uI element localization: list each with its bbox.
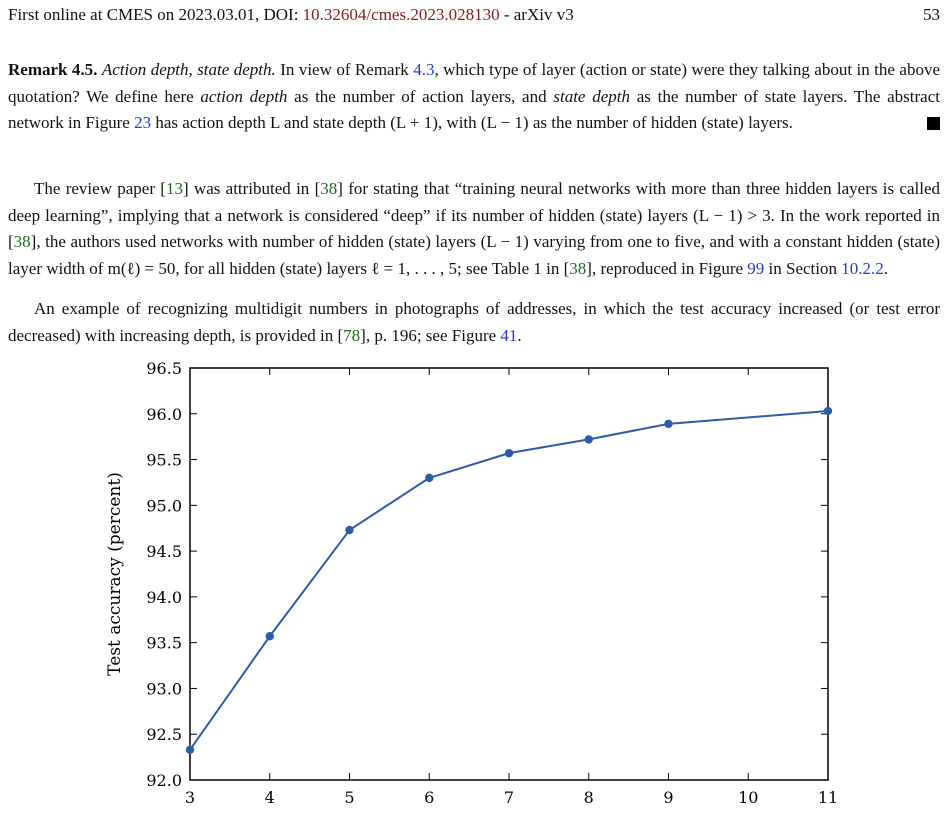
x-tick-label: 6 (424, 788, 435, 807)
citation-link[interactable]: 38 (320, 179, 338, 198)
figure-ref-link[interactable]: 23 (134, 113, 152, 132)
body-text: in Section (764, 258, 842, 278)
figure-ref-link[interactable]: 99 (747, 258, 765, 278)
header-prefix: First online at CMES on 2023.03.01, DOI: (8, 5, 303, 24)
body-text: ], reproduced in Figure (586, 258, 748, 278)
remark-ref-link[interactable]: 4.3 (413, 60, 435, 79)
y-tick-label: 94.0 (146, 587, 182, 607)
remark-text: In view of Remark (275, 60, 414, 79)
y-tick-label: 96.5 (146, 359, 182, 378)
body-paragraph (8, 296, 940, 349)
remark-emphasis: action depth (200, 86, 288, 106)
header-suffix: - arXiv v3 (499, 5, 574, 24)
accuracy-series-line (190, 411, 828, 750)
data-point (425, 474, 433, 482)
x-tick-label: 8 (583, 788, 594, 807)
body-text: . (883, 258, 888, 278)
y-tick-label: 93.0 (146, 679, 182, 699)
body-text: . (517, 325, 522, 345)
accuracy-chart-svg (60, 358, 940, 815)
remark-text: has action depth L and state depth (L + 1), with (L − 1) as the number of hidden (state) layers. (151, 113, 793, 132)
y-tick-label: 95.0 (146, 496, 182, 516)
section-ref-link[interactable]: 10.2.2 (841, 258, 884, 278)
end-of-remark-mark (927, 117, 940, 130)
data-point (266, 632, 274, 640)
doi-link[interactable]: 10.32604/cmes.2023.028130 (302, 5, 500, 24)
data-point (186, 746, 194, 754)
body-text: The review paper [ (34, 179, 166, 198)
body-text: ] for stating that “training neural networks with more than three hidden layers is called deep learning”, implying that a network is considered “deep” if its number of hidden (state) layers (L − 1) > 3. In the work reported in [ (8, 179, 940, 251)
citation-link[interactable]: 38 (569, 258, 587, 278)
data-point (664, 420, 672, 428)
page-number: 53 (923, 5, 940, 24)
plot-frame (190, 368, 828, 780)
remark-label: Remark 4.5. (8, 60, 98, 79)
remark-text: as the number of state layers. The abstract network in Figure (8, 86, 940, 132)
y-tick-label: 92.0 (146, 771, 182, 790)
y-tick-label: 96.0 (146, 404, 182, 424)
y-tick-label: 93.5 (146, 633, 182, 653)
y-tick-label: 94.5 (146, 542, 182, 562)
x-tick-label: 9 (663, 788, 674, 807)
x-tick-label: 10 (738, 788, 759, 807)
page-header (8, 2, 940, 28)
accuracy-chart (60, 358, 940, 815)
data-point (585, 435, 593, 443)
remark-paragraph (8, 57, 940, 137)
x-tick-label: 5 (344, 788, 355, 807)
header-text (8, 2, 574, 28)
data-point (824, 407, 832, 415)
data-point (345, 526, 353, 534)
data-point (505, 449, 513, 457)
x-tick-label: 11 (817, 788, 839, 807)
body-text: ], p. 196; see Figure (360, 325, 501, 345)
body-text: ], the authors used networks with number of hidden (state) layers (L − 1) varying from one to five, and with a constant hidden (state) layer width of m(ℓ) = 50, for all hidden (state) layers ℓ = 1, . . . , 5; see Table 1 in [ (8, 232, 940, 278)
body-text: An example of recognizing multidigit numbers in photographs of addresses, in which the test accuracy increased (or test error decreased) with increasing depth, is provided in [ (8, 299, 940, 345)
remark-text: , which type of layer (action or state) were they talking about in the above quotation? We define here (8, 60, 940, 106)
x-tick-label: 7 (503, 788, 515, 807)
remark-title: Action depth, state depth. (101, 60, 276, 79)
x-tick-label: 4 (264, 788, 275, 807)
y-axis-label: Test accuracy (percent) (105, 472, 125, 676)
y-tick-label: 95.5 (146, 450, 182, 470)
body-paragraph (8, 176, 940, 282)
x-tick-label: 3 (184, 788, 196, 807)
figure-ref-link[interactable]: 41 (500, 325, 518, 345)
remark-emphasis: state depth (553, 86, 630, 106)
y-tick-label: 92.5 (146, 725, 182, 745)
citation-link[interactable]: 78 (343, 325, 361, 345)
citation-link[interactable]: 38 (13, 232, 31, 251)
citation-link[interactable]: 13 (165, 179, 183, 198)
remark-text: as the number of action layers, and (287, 86, 554, 106)
body-text: ] was attributed in [ (182, 179, 321, 198)
